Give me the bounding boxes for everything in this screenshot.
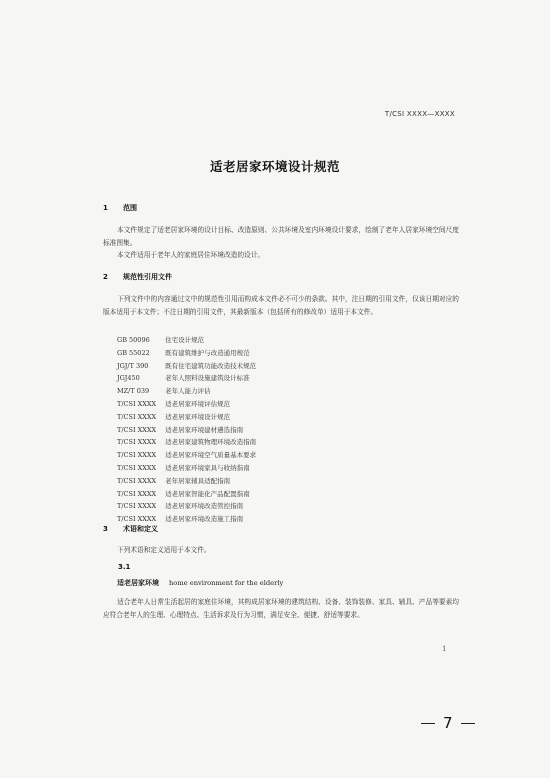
section-2-paragraph-1: 下列文件中的内容通过文中的规范性引用而构成本文件必不可少的条款。其中，注日期的引用文件，仅该日期对应的版本适用于本文件；不注日期的引用文件，其最新版本（包括所有的修改单）适用于本文件。 (103, 295, 459, 316)
section-2-heading (103, 272, 172, 282)
reference-code: T/CSI XXXX (117, 463, 157, 472)
reference-name: 适老居家环境空气质量基本要求 (165, 451, 257, 460)
reference-item (117, 411, 256, 424)
reference-code: JGJ/T 390 (117, 361, 149, 370)
reference-name: 适老居家环境建材遴选指南 (165, 425, 244, 434)
page-footer (421, 714, 475, 732)
reference-item (117, 372, 256, 385)
reference-code: T/CSI XXXX (117, 451, 157, 460)
reference-code: T/CSI XXXX (117, 502, 157, 511)
reference-item (117, 334, 256, 347)
reference-code: T/CSI XXXX (117, 399, 157, 408)
reference-name: 适老居家环境家具与收纳指南 (165, 463, 250, 472)
reference-item (117, 424, 256, 437)
reference-item (117, 449, 256, 462)
reference-name: 老年人能力评估 (165, 387, 211, 396)
term-definition: 适合老年人日常生活起居的家庭住环境，其构成居家环境的建筑结构、设备、装饰装修、家具、辅具、产品等要素均应符合老年人的生理、心理特点、生活诉求及行为习惯，满足安全、便捷、舒适等要求。 (103, 598, 459, 619)
normative-references-list (117, 334, 256, 526)
section-title: 范围 (123, 204, 137, 212)
reference-name: 既有建筑维护与改造通用规范 (165, 348, 250, 357)
subsection-number: 3.1 (118, 563, 131, 571)
reference-code: T/CSI XXXX (117, 476, 157, 485)
reference-name: 适老居家环境改造管控指南 (165, 502, 244, 511)
reference-code: GB 50096 (117, 336, 150, 344)
reference-code: MZ/T 039 (117, 387, 150, 396)
reference-item (117, 360, 256, 373)
reference-code: GB 55022 (117, 348, 150, 357)
section-title: 术语和定义 (123, 525, 158, 533)
section-number: 2 (103, 273, 108, 281)
section-1-paragraph-1: 本文件规定了适老居家环境的设计目标、改造原则、公共环境及室内环境设计要求，绘制了老年人居家环境空间尺度标准图集。 (103, 226, 459, 247)
document-code: T/CSI XXXX—XXXX (384, 110, 455, 118)
reference-name: 适老居家环境评估规范 (165, 399, 231, 408)
reference-name: 适老居家智能化产品配置指南 (165, 489, 250, 498)
reference-item (117, 462, 256, 475)
reference-code: T/CSI XXXX (117, 425, 157, 434)
reference-item (117, 347, 256, 360)
footer-dash-right (461, 723, 475, 724)
term-english: home environment for the elderly (169, 579, 284, 587)
footer-dash-left (421, 723, 435, 724)
page-number: 7 (443, 714, 453, 732)
term-entry (117, 578, 283, 588)
reference-name: 适老居家环境改造施工指南 (165, 515, 244, 524)
section-3-paragraph-1: 下列术语和定义适用于本文件。 (117, 546, 211, 554)
reference-name: 老年人照料设施建筑设计标准 (165, 374, 250, 383)
term-chinese: 适老居家环境 (117, 579, 159, 587)
reference-code: T/CSI XXXX (117, 412, 157, 421)
reference-name: 适老居家环境设计规范 (165, 412, 231, 421)
reference-code: T/CSI XXXX (117, 489, 157, 498)
reference-code: T/CSI XXXX (117, 515, 157, 524)
reference-name: 住宅设计规范 (165, 336, 205, 344)
reference-item (117, 436, 256, 449)
reference-item (117, 488, 256, 501)
section-number: 1 (103, 204, 108, 212)
reference-item (117, 475, 256, 488)
reference-name: 老年居家辅具适配指南 (165, 476, 231, 485)
reference-code: JGJ450 (117, 374, 140, 383)
inner-page-number: 1 (442, 645, 447, 653)
section-number: 3 (103, 525, 108, 533)
section-1-heading (103, 203, 137, 213)
reference-item (117, 500, 256, 513)
document-title: 适老居家环境设计规范 (209, 159, 340, 174)
reference-item (117, 398, 256, 411)
reference-name: 适老居家建筑物理环境改造指南 (165, 438, 257, 447)
reference-code: T/CSI XXXX (117, 438, 157, 447)
section-title: 规范性引用文件 (123, 273, 172, 281)
reference-item (117, 385, 256, 398)
section-3-heading (103, 524, 158, 534)
reference-name: 既有住宅建筑功能改造技术规范 (165, 361, 257, 370)
section-1-paragraph-2: 本文件适用于老年人的家庭居住环境改造的设计。 (117, 251, 265, 259)
